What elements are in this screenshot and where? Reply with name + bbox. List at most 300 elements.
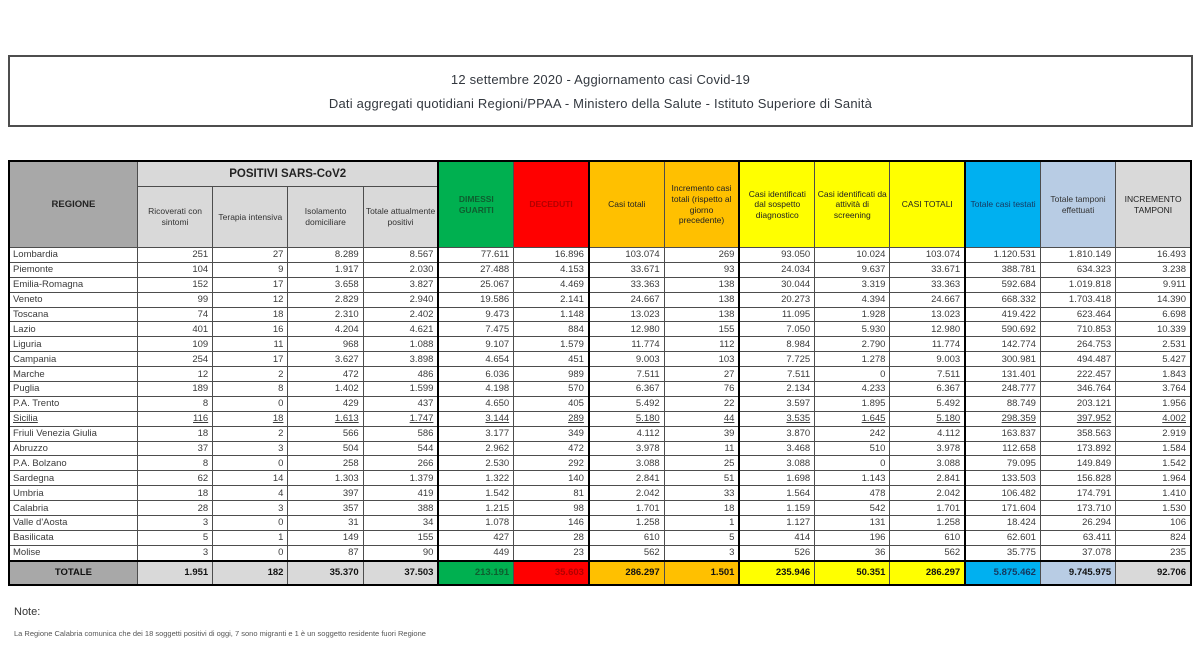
data-cell: 7.511 — [890, 367, 965, 382]
data-cell: 2.531 — [1116, 337, 1191, 352]
data-cell: 163.837 — [965, 426, 1040, 441]
data-cell: 26.294 — [1040, 516, 1115, 531]
data-cell: 103 — [664, 352, 739, 367]
data-cell: 174.791 — [1040, 486, 1115, 501]
total-cell: 5.875.462 — [965, 561, 1040, 585]
table-row — [9, 441, 1191, 456]
column-header-deceduti: DECEDUTI — [514, 161, 589, 248]
data-cell: 3 — [137, 545, 212, 560]
data-cell: 1.956 — [1116, 396, 1191, 411]
data-cell: 3.088 — [589, 456, 664, 471]
region-name: Sardegna — [9, 471, 137, 486]
data-cell: 18.424 — [965, 516, 1040, 531]
data-cell: 22 — [664, 396, 739, 411]
data-cell: 12 — [213, 292, 288, 307]
data-cell: 9.107 — [438, 337, 513, 352]
total-cell: 9.745.975 — [1040, 561, 1115, 585]
data-cell: 824 — [1116, 530, 1191, 545]
data-cell: 542 — [815, 501, 890, 516]
data-cell: 1.917 — [288, 262, 363, 277]
data-cell: 1.120.531 — [965, 248, 1040, 263]
data-cell: 5.180 — [589, 411, 664, 426]
data-cell: 1 — [213, 530, 288, 545]
data-cell: 133.503 — [965, 471, 1040, 486]
data-cell: 6.036 — [438, 367, 513, 382]
data-cell: 3.870 — [739, 426, 814, 441]
data-cell: 1.599 — [363, 382, 438, 397]
data-cell: 989 — [514, 367, 589, 382]
report-subtitle: Dati aggregati quotidiani Regioni/PPAA - Ministero della Salute - Istituto Superiore di Sanità — [328, 95, 873, 111]
data-cell: 11 — [664, 441, 739, 456]
data-cell: 3.319 — [815, 277, 890, 292]
data-cell: 8 — [137, 396, 212, 411]
column-header-totale-attualmente-positivi: Totale attualmente positivi — [363, 187, 438, 248]
data-cell: 11.774 — [589, 337, 664, 352]
data-cell: 18 — [213, 411, 288, 426]
total-cell: 92.706 — [1116, 561, 1191, 585]
data-cell: 1.303 — [288, 471, 363, 486]
data-cell: 397 — [288, 486, 363, 501]
data-cell: 18 — [137, 486, 212, 501]
data-cell: 251 — [137, 248, 212, 263]
table-row — [9, 516, 1191, 531]
data-cell: 2.530 — [438, 456, 513, 471]
data-cell: 2.310 — [288, 307, 363, 322]
region-name: Lombardia — [9, 248, 137, 263]
data-cell: 76 — [664, 382, 739, 397]
total-cell: 1.501 — [664, 561, 739, 585]
column-header-casi-totali: Casi totali — [589, 161, 664, 248]
region-name: Lazio — [9, 322, 137, 337]
data-cell: 1.964 — [1116, 471, 1191, 486]
data-cell: 131 — [815, 516, 890, 531]
data-cell: 1.584 — [1116, 441, 1191, 456]
data-cell: 544 — [363, 441, 438, 456]
data-cell: 427 — [438, 530, 513, 545]
data-cell: 5.492 — [589, 396, 664, 411]
data-cell: 11.095 — [739, 307, 814, 322]
data-cell: 3.144 — [438, 411, 513, 426]
data-cell: 203.121 — [1040, 396, 1115, 411]
notes-label: Note: — [14, 606, 41, 618]
data-cell: 44 — [664, 411, 739, 426]
region-name: Umbria — [9, 486, 137, 501]
total-row — [9, 561, 1191, 585]
total-label: TOTALE — [9, 561, 137, 585]
data-cell: 3.088 — [739, 456, 814, 471]
data-cell: 4.394 — [815, 292, 890, 307]
total-cell: 35.370 — [288, 561, 363, 585]
data-cell: 90 — [363, 545, 438, 560]
data-cell: 0 — [213, 456, 288, 471]
data-cell: 37 — [137, 441, 212, 456]
data-cell: 1.402 — [288, 382, 363, 397]
data-cell: 472 — [288, 367, 363, 382]
data-cell: 1.215 — [438, 501, 513, 516]
data-cell: 254 — [137, 352, 212, 367]
data-cell: 1.078 — [438, 516, 513, 531]
data-cell: 77.611 — [438, 248, 513, 263]
data-cell: 510 — [815, 441, 890, 456]
data-cell: 1.810.149 — [1040, 248, 1115, 263]
data-cell: 17 — [213, 352, 288, 367]
data-cell: 1.613 — [288, 411, 363, 426]
column-header-incremento-tamponi: INCREMENTO TAMPONI — [1116, 161, 1191, 248]
data-cell: 2.402 — [363, 307, 438, 322]
column-header-casi-sospetto-diagnostico: Casi identificati dal sospetto diagnostico — [739, 161, 814, 248]
data-cell: 3.827 — [363, 277, 438, 292]
data-cell: 3.978 — [589, 441, 664, 456]
data-cell: 4.153 — [514, 262, 589, 277]
data-cell: 5.492 — [890, 396, 965, 411]
data-cell: 357 — [288, 501, 363, 516]
data-cell: 570 — [514, 382, 589, 397]
data-cell: 23 — [514, 545, 589, 560]
data-cell: 5.930 — [815, 322, 890, 337]
region-name: Valle d'Aosta — [9, 516, 137, 531]
total-cell: 1.951 — [137, 561, 212, 585]
data-cell: 222.457 — [1040, 367, 1115, 382]
data-cell: 131.401 — [965, 367, 1040, 382]
data-cell: 79.095 — [965, 456, 1040, 471]
data-cell: 12.980 — [589, 322, 664, 337]
data-cell: 116 — [137, 411, 212, 426]
region-name: Emilia-Romagna — [9, 277, 137, 292]
data-cell: 258 — [288, 456, 363, 471]
data-cell: 4.621 — [363, 322, 438, 337]
data-cell: 7.511 — [739, 367, 814, 382]
data-cell: 419 — [363, 486, 438, 501]
region-name: Piemonte — [9, 262, 137, 277]
column-header-totale-tamponi: Totale tamponi effettuati — [1040, 161, 1115, 248]
data-cell: 16.493 — [1116, 248, 1191, 263]
data-cell: 405 — [514, 396, 589, 411]
region-name: Marche — [9, 367, 137, 382]
data-cell: 155 — [664, 322, 739, 337]
data-cell: 196 — [815, 530, 890, 545]
data-cell: 1.701 — [890, 501, 965, 516]
data-cell: 10.024 — [815, 248, 890, 263]
data-cell: 14 — [213, 471, 288, 486]
data-cell: 3.898 — [363, 352, 438, 367]
data-cell: 566 — [288, 426, 363, 441]
data-cell: 634.323 — [1040, 262, 1115, 277]
table-row — [9, 545, 1191, 560]
data-cell: 2.790 — [815, 337, 890, 352]
data-cell: 13.023 — [589, 307, 664, 322]
data-cell: 8 — [213, 382, 288, 397]
data-cell: 1.088 — [363, 337, 438, 352]
data-cell: 1.019.818 — [1040, 277, 1115, 292]
region-name: Basilicata — [9, 530, 137, 545]
data-cell: 12.980 — [890, 322, 965, 337]
data-cell: 3.658 — [288, 277, 363, 292]
data-cell: 451 — [514, 352, 589, 367]
data-cell: 397.952 — [1040, 411, 1115, 426]
data-cell: 1.258 — [589, 516, 664, 531]
data-cell: 18 — [137, 426, 212, 441]
data-cell: 13.023 — [890, 307, 965, 322]
data-cell: 292 — [514, 456, 589, 471]
table-row — [9, 396, 1191, 411]
data-cell: 19.586 — [438, 292, 513, 307]
total-cell: 35.603 — [514, 561, 589, 585]
data-cell: 155 — [363, 530, 438, 545]
region-name: Toscana — [9, 307, 137, 322]
data-cell: 3.978 — [890, 441, 965, 456]
data-cell: 358.563 — [1040, 426, 1115, 441]
data-cell: 1.928 — [815, 307, 890, 322]
data-cell: 388.781 — [965, 262, 1040, 277]
column-header-terapia-intensiva: Terapia intensiva — [213, 187, 288, 248]
data-cell: 81 — [514, 486, 589, 501]
data-cell: 1.701 — [589, 501, 664, 516]
data-cell: 1.747 — [363, 411, 438, 426]
data-cell: 1.895 — [815, 396, 890, 411]
data-cell: 586 — [363, 426, 438, 441]
data-cell: 3.597 — [739, 396, 814, 411]
data-cell: 710.853 — [1040, 322, 1115, 337]
data-cell: 2.940 — [363, 292, 438, 307]
data-cell: 27.488 — [438, 262, 513, 277]
data-cell: 504 — [288, 441, 363, 456]
data-cell: 289 — [514, 411, 589, 426]
data-cell: 0 — [213, 545, 288, 560]
data-cell: 4.112 — [890, 426, 965, 441]
data-cell: 494.487 — [1040, 352, 1115, 367]
data-cell: 8 — [137, 456, 212, 471]
data-cell: 24.667 — [890, 292, 965, 307]
table-row — [9, 322, 1191, 337]
table-row — [9, 352, 1191, 367]
data-cell: 1 — [664, 516, 739, 531]
data-cell: 27 — [664, 367, 739, 382]
data-cell: 103.074 — [589, 248, 664, 263]
data-cell: 27 — [213, 248, 288, 263]
table-body — [9, 248, 1191, 585]
column-header-regione: REGIONE — [9, 161, 137, 248]
data-cell: 98 — [514, 501, 589, 516]
data-cell: 171.604 — [965, 501, 1040, 516]
data-cell: 2.141 — [514, 292, 589, 307]
total-cell: 182 — [213, 561, 288, 585]
data-cell: 1.698 — [739, 471, 814, 486]
region-name: Molise — [9, 545, 137, 560]
data-cell: 7.050 — [739, 322, 814, 337]
data-cell: 1.127 — [739, 516, 814, 531]
data-cell: 62 — [137, 471, 212, 486]
data-cell: 2.030 — [363, 262, 438, 277]
data-cell: 8.984 — [739, 337, 814, 352]
data-cell: 1.410 — [1116, 486, 1191, 501]
data-cell: 1.564 — [739, 486, 814, 501]
table-row — [9, 501, 1191, 516]
data-cell: 269 — [664, 248, 739, 263]
data-cell: 24.667 — [589, 292, 664, 307]
data-cell: 668.332 — [965, 292, 1040, 307]
data-cell: 346.764 — [1040, 382, 1115, 397]
data-cell: 1.579 — [514, 337, 589, 352]
data-cell: 8.567 — [363, 248, 438, 263]
table-row — [9, 411, 1191, 426]
data-cell: 6.698 — [1116, 307, 1191, 322]
column-header-dimessi-guariti: DIMESSI GUARITI — [438, 161, 513, 248]
data-cell: 1.379 — [363, 471, 438, 486]
region-name: Sicilia — [9, 411, 137, 426]
data-cell: 146 — [514, 516, 589, 531]
data-cell: 1.843 — [1116, 367, 1191, 382]
data-cell: 12 — [137, 367, 212, 382]
data-cell: 138 — [664, 292, 739, 307]
data-cell: 106.482 — [965, 486, 1040, 501]
data-cell: 3.468 — [739, 441, 814, 456]
data-cell: 152 — [137, 277, 212, 292]
column-header-casi-screening: Casi identificati da attività di screening — [815, 161, 890, 248]
data-cell: 103.074 — [890, 248, 965, 263]
data-cell: 10.339 — [1116, 322, 1191, 337]
data-cell: 51 — [664, 471, 739, 486]
region-name: Friuli Venezia Giulia — [9, 426, 137, 441]
data-cell: 112 — [664, 337, 739, 352]
table-row — [9, 530, 1191, 545]
table-row — [9, 277, 1191, 292]
table-row — [9, 426, 1191, 441]
data-cell: 8.289 — [288, 248, 363, 263]
region-name: P.A. Bolzano — [9, 456, 137, 471]
covid-table — [8, 160, 1192, 586]
column-header-casi-totali-caps: CASI TOTALI — [890, 161, 965, 248]
data-cell: 33.363 — [890, 277, 965, 292]
data-cell: 62.601 — [965, 530, 1040, 545]
data-cell: 3.535 — [739, 411, 814, 426]
data-cell: 33.363 — [589, 277, 664, 292]
data-cell: 33 — [664, 486, 739, 501]
data-cell: 7.511 — [589, 367, 664, 382]
data-cell: 3 — [213, 441, 288, 456]
data-cell: 472 — [514, 441, 589, 456]
data-cell: 34 — [363, 516, 438, 531]
table-row — [9, 486, 1191, 501]
total-cell: 50.351 — [815, 561, 890, 585]
data-cell: 140 — [514, 471, 589, 486]
data-cell: 1.159 — [739, 501, 814, 516]
column-header-isolamento-domiciliare: Isolamento domiciliare — [288, 187, 363, 248]
data-cell: 149 — [288, 530, 363, 545]
column-group-positivi-sars-cov2: POSITIVI SARS-CoV2 — [137, 161, 438, 187]
data-cell: 3.177 — [438, 426, 513, 441]
data-cell: 6.367 — [589, 382, 664, 397]
data-cell: 401 — [137, 322, 212, 337]
table-row — [9, 456, 1191, 471]
data-cell: 0 — [815, 456, 890, 471]
data-cell: 414 — [739, 530, 814, 545]
table-row — [9, 337, 1191, 352]
region-name: P.A. Trento — [9, 396, 137, 411]
data-cell: 298.359 — [965, 411, 1040, 426]
data-cell: 4.654 — [438, 352, 513, 367]
table-row — [9, 292, 1191, 307]
report-header — [8, 55, 1193, 127]
data-cell: 610 — [890, 530, 965, 545]
data-cell: 31 — [288, 516, 363, 531]
data-cell: 264.753 — [1040, 337, 1115, 352]
data-cell: 1.645 — [815, 411, 890, 426]
data-cell: 63.411 — [1040, 530, 1115, 545]
total-cell: 37.503 — [363, 561, 438, 585]
data-cell: 28 — [514, 530, 589, 545]
table-row — [9, 471, 1191, 486]
column-header-incremento-casi-totali: Incremento casi totali (rispetto al giorno precedente) — [664, 161, 739, 248]
data-cell: 449 — [438, 545, 513, 560]
data-cell: 93 — [664, 262, 739, 277]
data-cell: 2.962 — [438, 441, 513, 456]
data-cell: 18 — [213, 307, 288, 322]
data-cell: 884 — [514, 322, 589, 337]
data-cell: 1.530 — [1116, 501, 1191, 516]
data-cell: 9 — [213, 262, 288, 277]
data-cell: 106 — [1116, 516, 1191, 531]
data-cell: 25.067 — [438, 277, 513, 292]
data-cell: 88.749 — [965, 396, 1040, 411]
table-row — [9, 262, 1191, 277]
data-cell: 242 — [815, 426, 890, 441]
data-cell: 4.002 — [1116, 411, 1191, 426]
data-cell: 4.469 — [514, 277, 589, 292]
data-cell: 112.658 — [965, 441, 1040, 456]
data-cell: 33.671 — [589, 262, 664, 277]
data-cell: 4.198 — [438, 382, 513, 397]
data-cell: 138 — [664, 307, 739, 322]
data-cell: 1.278 — [815, 352, 890, 367]
data-cell: 24.034 — [739, 262, 814, 277]
table-row — [9, 248, 1191, 263]
data-cell: 2.042 — [589, 486, 664, 501]
region-name: Abruzzo — [9, 441, 137, 456]
data-cell: 1.322 — [438, 471, 513, 486]
data-cell: 1.143 — [815, 471, 890, 486]
data-cell: 562 — [589, 545, 664, 560]
data-cell: 2.919 — [1116, 426, 1191, 441]
data-cell: 235 — [1116, 545, 1191, 560]
data-cell: 592.684 — [965, 277, 1040, 292]
data-cell: 87 — [288, 545, 363, 560]
data-cell: 0 — [213, 516, 288, 531]
data-cell: 11.774 — [890, 337, 965, 352]
data-cell: 2.841 — [890, 471, 965, 486]
data-cell: 2.134 — [739, 382, 814, 397]
data-cell: 9.473 — [438, 307, 513, 322]
data-cell: 9.003 — [589, 352, 664, 367]
data-cell: 623.464 — [1040, 307, 1115, 322]
data-cell: 486 — [363, 367, 438, 382]
region-name: Veneto — [9, 292, 137, 307]
data-cell: 3.627 — [288, 352, 363, 367]
data-cell: 4.233 — [815, 382, 890, 397]
data-cell: 5.180 — [890, 411, 965, 426]
data-cell: 5 — [137, 530, 212, 545]
data-cell: 248.777 — [965, 382, 1040, 397]
data-cell: 35.775 — [965, 545, 1040, 560]
data-cell: 590.692 — [965, 322, 1040, 337]
data-cell: 1.258 — [890, 516, 965, 531]
data-cell: 5 — [664, 530, 739, 545]
data-cell: 189 — [137, 382, 212, 397]
data-cell: 266 — [363, 456, 438, 471]
data-cell: 33.671 — [890, 262, 965, 277]
data-cell: 93.050 — [739, 248, 814, 263]
data-cell: 109 — [137, 337, 212, 352]
data-cell: 300.981 — [965, 352, 1040, 367]
